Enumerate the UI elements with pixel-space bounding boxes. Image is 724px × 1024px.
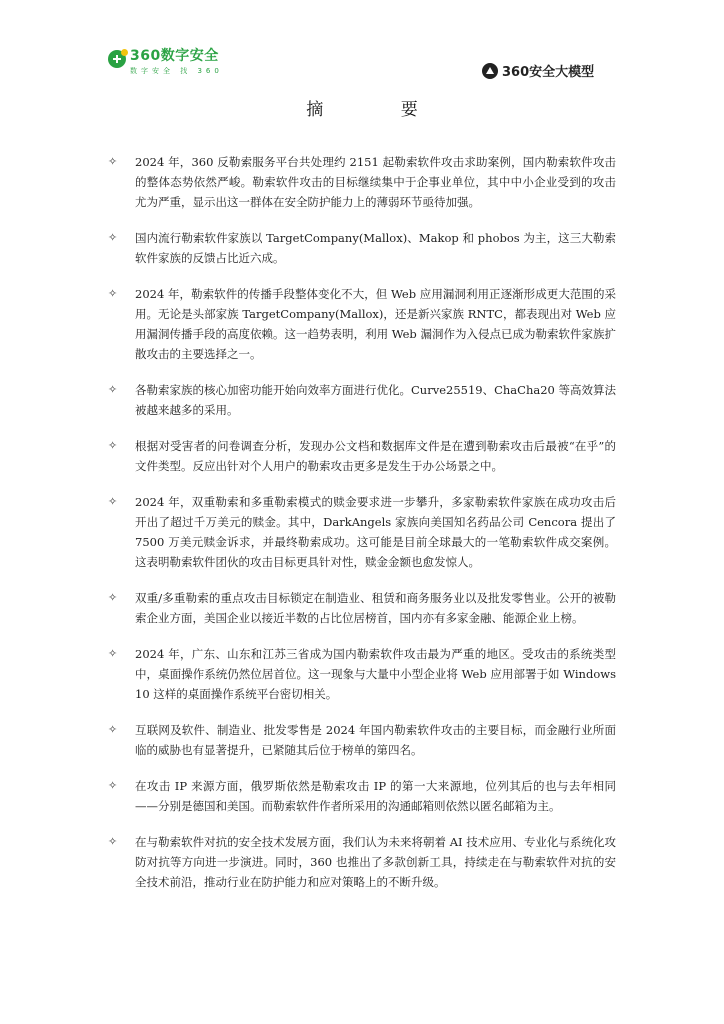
360-model-logo-icon (482, 63, 498, 79)
summary-item (108, 588, 616, 628)
bullet-icon: ✧ (108, 495, 118, 508)
summary-text: 2024 年，勒索软件的传播手段整体变化不大，但 Web 应用漏洞利用正逐渐形成更大范围的采用。无论是头部家族 TargetCompany(Mallox)，还是新兴家族 RNTC，都表现出对 Web 应用漏洞传播手段的高度依赖。这一趋势表明，利用 Web 漏洞作为入侵点已成为勒索软件家族扩散攻击的主要选择之一。 (135, 287, 616, 361)
bullet-icon: ✧ (108, 231, 118, 244)
summary-item (108, 152, 616, 212)
summary-item (108, 380, 616, 420)
summary-item (108, 720, 616, 760)
360-digital-security-logo (108, 48, 223, 76)
bullet-icon: ✧ (108, 779, 118, 792)
page-header (0, 0, 724, 90)
summary-text: 互联网及软件、制造业、批发零售是 2024 年国内勒索软件攻击的主要目标，而金融行业所面临的威胁也有显著提升，已紧随其后位于榜单的第四名。 (135, 723, 616, 757)
page-title: 摘 要 (306, 100, 454, 120)
left-logo-text: 360数字安全 (130, 48, 219, 64)
summary-item (108, 284, 616, 364)
summary-text: 国内流行勒索软件家族以 TargetCompany(Mallox)、Makop 和 phobos 为主，这三大勒索软件家族的反馈占比近六成。 (135, 231, 616, 265)
summary-text: 根据对受害者的问卷调查分析，发现办公文档和数据库文件是在遭到勒索攻击后最被“在乎”的文件类型。反应出针对个人用户的勒索攻击更多是发生于办公场景之中。 (135, 439, 616, 473)
summary-text: 2024 年，360 反勒索服务平台共处理约 2151 起勒索软件攻击求助案例，国内勒索软件攻击的整体态势依然严峻。勒索软件攻击的目标继续集中于企事业单位，其中中小企业受到的攻击尤为严重，显示出这一群体在安全防护能力上的薄弱环节亟待加强。 (135, 155, 616, 209)
bullet-icon: ✧ (108, 155, 118, 168)
left-logo-slogan: 数字安全 找 360 (130, 67, 223, 75)
summary-item (108, 832, 616, 892)
summary-item (108, 492, 616, 572)
summary-item (108, 436, 616, 476)
bullet-icon: ✧ (108, 383, 118, 396)
summary-list (108, 152, 616, 908)
summary-text: 双重/多重勒索的重点攻击目标锁定在制造业、租赁和商务服务业以及批发零售业。公开的被勒索企业方面，美国企业以接近半数的占比位居榜首，国内亦有多家金融、能源企业上榜。 (135, 591, 616, 625)
bullet-icon: ✧ (108, 591, 118, 604)
bullet-icon: ✧ (108, 835, 118, 848)
bullet-icon: ✧ (108, 439, 118, 452)
summary-item (108, 776, 616, 816)
summary-text: 2024 年，双重勒索和多重勒索模式的赎金要求进一步攀升，多家勒索软件家族在成功攻击后开出了超过千万美元的赎金。其中，DarkAngels 家族向美国知名药品公司 Cencora 提出了 7500 万美元赎金诉求，并最终勒索成功。这可能是目前全球最大的一笔勒索软件成交案例。这表明勒索软件团伙的攻击目标更具针对性，赎金金额也愈发惊人。 (135, 495, 616, 569)
summary-item (108, 644, 616, 704)
summary-text: 在攻击 IP 来源方面，俄罗斯依然是勒索攻击 IP 的第一大来源地，位列其后的也与去年相同——分别是德国和美国。而勒索软件作者所采用的沟通邮箱则依然以匿名邮箱为主。 (135, 779, 616, 813)
360-security-model-logo (482, 61, 594, 80)
right-logo-text: 360安全大模型 (502, 65, 595, 80)
360-logo-icon (108, 50, 126, 68)
summary-text: 2024 年，广东、山东和江苏三省成为国内勒索软件攻击最为严重的地区。受攻击的系统类型中，桌面操作系统仍然位居首位。这一现象与大量中小型企业将 Web 应用部署于如 Windows 10 这样的桌面操作系统平台密切相关。 (135, 647, 616, 701)
summary-text: 在与勒索软件对抗的安全技术发展方面，我们认为未来将朝着 AI 技术应用、专业化与系统化攻防对抗等方向进一步演进。同时，360 也推出了多款创新工具，持续走在与勒索软件对抗的安全技术前沿，推动行业在防护能力和应对策略上的不断升级。 (135, 835, 616, 889)
bullet-icon: ✧ (108, 723, 118, 736)
bullet-icon: ✧ (108, 647, 118, 660)
summary-item (108, 228, 616, 268)
summary-text: 各勒索家族的核心加密功能开始向效率方面进行优化。Curve25519、ChaCha20 等高效算法被越来越多的采用。 (135, 383, 616, 417)
bullet-icon: ✧ (108, 287, 118, 300)
